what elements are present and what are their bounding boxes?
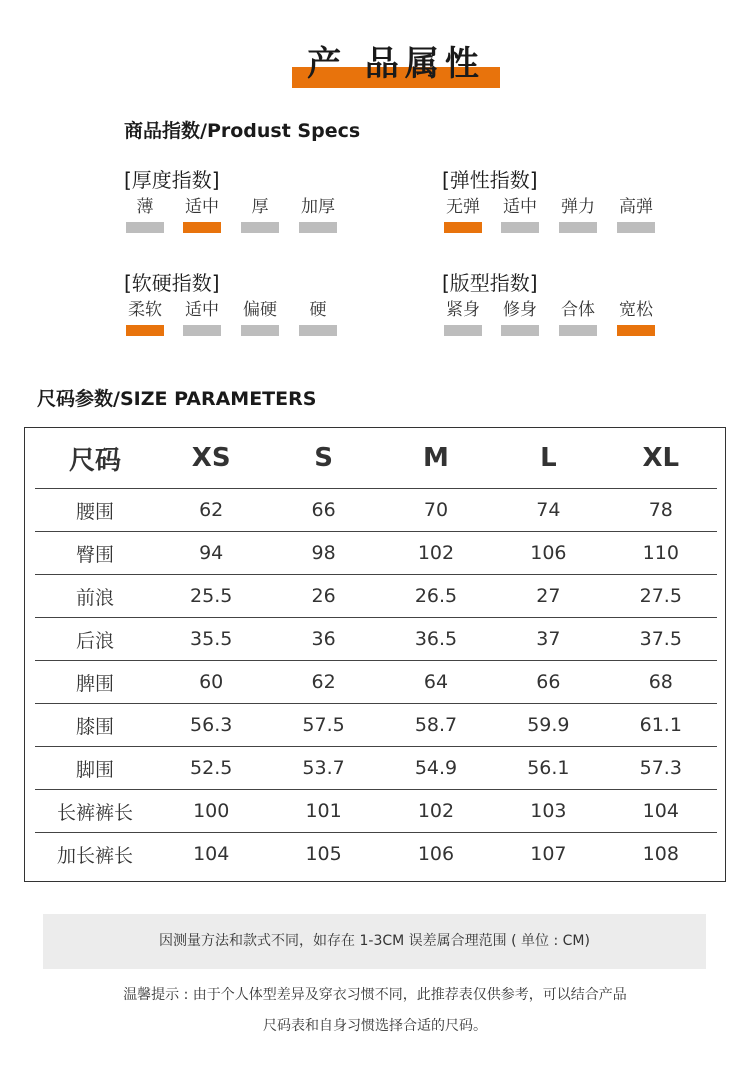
measurement-value-cell: 58.7 xyxy=(380,704,492,747)
measurement-name-cell: 前浪 xyxy=(35,575,155,618)
spec-option-bar-selected xyxy=(617,325,655,336)
spec-option xyxy=(444,192,502,242)
spec-option-label: 合体 xyxy=(561,300,595,320)
tip-line-1: 温馨提示 : 由于个人体型差异及穿衣习惯不同，此推荐表仅供参考，可以结合产品 xyxy=(123,987,627,1003)
measurement-name-cell: 脚围 xyxy=(35,747,155,790)
measurement-value-cell: 74 xyxy=(492,489,604,532)
spec-option xyxy=(559,192,617,242)
measurement-value-cell: 102 xyxy=(380,790,492,833)
size-header-label: 尺码 xyxy=(35,428,155,489)
spec-option-bar xyxy=(444,325,482,336)
measurement-name-cell: 膝围 xyxy=(35,704,155,747)
spec-option-label: 厚 xyxy=(251,197,269,217)
measurement-value-cell: 27 xyxy=(492,575,604,618)
spec-option-bar xyxy=(299,325,337,336)
measurement-value-cell: 59.9 xyxy=(492,704,604,747)
measurement-value-cell: 104 xyxy=(605,790,717,833)
spec-option-label: 适中 xyxy=(185,197,219,217)
spec-option xyxy=(501,295,559,345)
spec-option xyxy=(126,192,184,242)
table-row xyxy=(35,747,717,790)
measurement-value-cell: 66 xyxy=(492,661,604,704)
spec-option xyxy=(183,295,241,345)
measurement-value-cell: 70 xyxy=(380,489,492,532)
spec-option-bar xyxy=(183,325,221,336)
spec-option-label: 无弹 xyxy=(446,197,480,217)
measurement-value-cell: 102 xyxy=(380,532,492,575)
measurement-value-cell: 36 xyxy=(267,618,379,661)
measurement-value-cell: 26.5 xyxy=(380,575,492,618)
spec-option-label: 适中 xyxy=(503,197,537,217)
measurement-value-cell: 106 xyxy=(417,843,455,865)
table-row xyxy=(35,618,717,661)
spec-option-bar-selected xyxy=(126,325,164,336)
measurement-value-cell: 101 xyxy=(267,790,379,833)
spec-option-label: 柔软 xyxy=(128,300,162,320)
size-header-cell: L xyxy=(492,428,604,489)
measurement-value-cell: 66 xyxy=(267,489,379,532)
measurement-value-cell: 36.5 xyxy=(380,618,492,661)
measurement-note: 因测量方法和款式不同，如存在 1-3CM 误差属合理范围 ( 单位 : CM) xyxy=(43,914,706,969)
spec-group xyxy=(124,267,364,347)
spec-group xyxy=(442,164,682,244)
measurement-value-cell: 52.5 xyxy=(155,747,267,790)
size-header-cell: S xyxy=(267,428,379,489)
measurement-value-cell: 56.3 xyxy=(155,704,267,747)
spec-option-bar xyxy=(241,325,279,336)
spec-option-label: 紧身 xyxy=(446,300,480,320)
size-section-label: 尺码参数/SIZE PARAMETERS xyxy=(37,388,317,410)
spec-group-title: [弹性指数] xyxy=(442,168,538,192)
measurement-name-cell: 腰围 xyxy=(35,489,155,532)
spec-option-label: 弹力 xyxy=(561,197,595,217)
spec-option-label: 修身 xyxy=(503,300,537,320)
page-title: 产 品属性 xyxy=(307,44,485,84)
spec-option-bar xyxy=(299,222,337,233)
measurement-value-cell: 100 xyxy=(155,790,267,833)
spec-group-title: [软硬指数] xyxy=(124,271,220,295)
size-table-box xyxy=(24,427,726,882)
spec-option xyxy=(299,192,357,242)
table-row xyxy=(35,833,717,876)
table-row xyxy=(35,532,717,575)
spec-option xyxy=(444,295,502,345)
measurement-value-cell: 98 xyxy=(267,532,379,575)
size-table xyxy=(35,428,717,875)
spec-option-bar xyxy=(241,222,279,233)
measurement-value-cell: 60 xyxy=(155,661,267,704)
spec-option-label: 高弹 xyxy=(619,197,653,217)
measurement-value-cell: 57.3 xyxy=(605,747,717,790)
spec-option-label: 偏硬 xyxy=(243,300,277,320)
size-header-cell: XL xyxy=(605,428,717,489)
spec-option-bar xyxy=(617,222,655,233)
spec-option-bar xyxy=(501,325,539,336)
measurement-value-cell: 107 xyxy=(530,843,567,865)
measurement-value-cell: 62 xyxy=(267,661,379,704)
measurement-value-cell: 103 xyxy=(492,790,604,833)
measurement-value-cell: 57.5 xyxy=(267,704,379,747)
measurement-value-cell: 35.5 xyxy=(155,618,267,661)
measurement-name-cell: 加长裤长 xyxy=(56,844,133,867)
spec-option-bar xyxy=(126,222,164,233)
spec-option-bar xyxy=(559,222,597,233)
measurement-value-cell: 37.5 xyxy=(605,618,717,661)
measurement-value-cell: 27.5 xyxy=(605,575,717,618)
measurement-value-cell: 25.5 xyxy=(155,575,267,618)
spec-option-label: 薄 xyxy=(136,197,154,217)
spec-group-title: [厚度指数] xyxy=(124,168,220,192)
spec-option xyxy=(617,192,675,242)
spec-option-label: 加厚 xyxy=(301,197,335,217)
measurement-value-cell: 104 xyxy=(193,843,230,865)
table-row xyxy=(35,790,717,833)
spec-option xyxy=(299,295,357,345)
spec-group-title: [版型指数] xyxy=(442,271,538,295)
measurement-name-cell: 臀围 xyxy=(35,532,155,575)
measurement-value-cell: 78 xyxy=(605,489,717,532)
measurement-name-cell: 脾围 xyxy=(35,661,155,704)
size-table-header-row xyxy=(35,428,717,489)
spec-option-label: 适中 xyxy=(185,300,219,320)
specs-section-label: 商品指数/Produst Specs xyxy=(124,120,361,142)
measurement-value-cell: 37 xyxy=(492,618,604,661)
measurement-value-cell: 110 xyxy=(605,532,717,575)
measurement-value-cell: 53.7 xyxy=(267,747,379,790)
spec-option xyxy=(183,192,241,242)
size-header-cell: M xyxy=(380,428,492,489)
measurement-value-cell: 64 xyxy=(380,661,492,704)
spec-option xyxy=(126,295,184,345)
spec-option-bar xyxy=(559,325,597,336)
measurement-value-cell: 105 xyxy=(305,843,342,865)
measurement-value-cell: 94 xyxy=(155,532,267,575)
measurement-value-cell: 62 xyxy=(155,489,267,532)
table-row xyxy=(35,704,717,747)
spec-option xyxy=(241,295,299,345)
measurement-name-cell: 长裤裤长 xyxy=(35,790,155,833)
measurement-value-cell: 54.9 xyxy=(380,747,492,790)
spec-option xyxy=(241,192,299,242)
spec-group xyxy=(124,164,364,244)
tip-line-2: 尺码表和自身习惯选择合适的尺码。 xyxy=(263,1018,487,1034)
table-row xyxy=(35,489,717,532)
measurement-value-cell: 61.1 xyxy=(605,704,717,747)
spec-option-label: 宽松 xyxy=(619,300,653,320)
measurement-value-cell: 56.1 xyxy=(492,747,604,790)
spec-option-label: 硬 xyxy=(309,300,327,320)
spec-option-bar-selected xyxy=(183,222,221,233)
spec-option xyxy=(617,295,675,345)
spec-option-bar-selected xyxy=(444,222,482,233)
size-header-cell: XS xyxy=(155,428,267,489)
spec-group xyxy=(442,267,682,347)
measurement-value-cell: 106 xyxy=(492,532,604,575)
spec-option xyxy=(559,295,617,345)
table-row xyxy=(35,575,717,618)
spec-option xyxy=(501,192,559,242)
spec-option-bar xyxy=(501,222,539,233)
measurement-value-cell: 68 xyxy=(605,661,717,704)
measurement-value-cell: 108 xyxy=(642,843,679,865)
page-title-block xyxy=(292,42,500,88)
measurement-value-cell: 26 xyxy=(267,575,379,618)
table-row xyxy=(35,661,717,704)
measurement-name-cell: 后浪 xyxy=(35,618,155,661)
